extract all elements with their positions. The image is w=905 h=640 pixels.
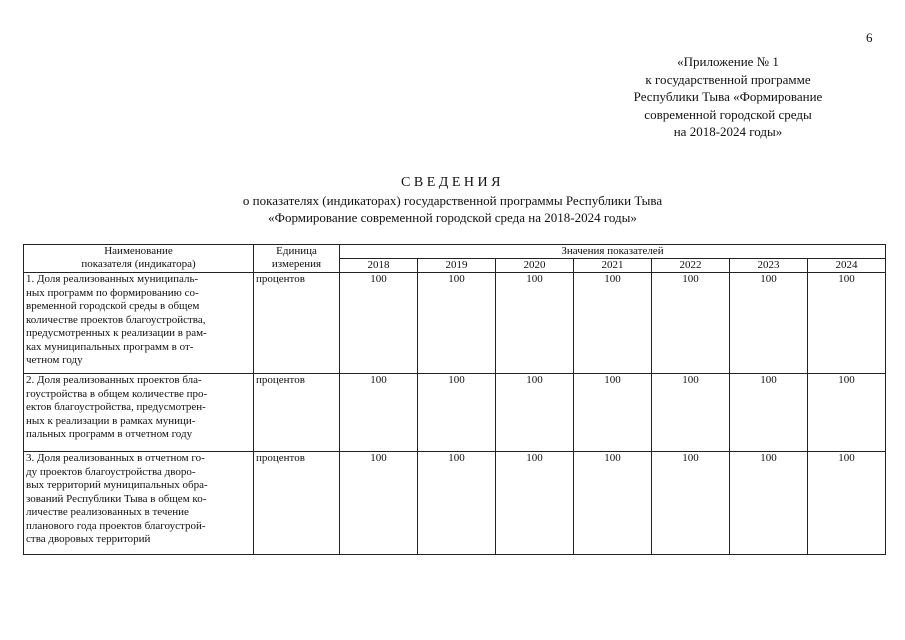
indicator-name-line: 1. Доля реализованных муниципаль- (26, 273, 199, 285)
header-indicator-name (24, 245, 254, 273)
indicator-name-line: ства дворовых территорий (26, 533, 151, 545)
indicator-name-line: временной городской среды в общем (26, 300, 200, 312)
indicator-name-line: пальных программ в отчетном году (26, 428, 193, 440)
value-cell: 100 (574, 374, 652, 452)
document-subtitle-line-2: «Формирование современной городской среда на 2018-2024 годы» (268, 210, 637, 225)
header-unit (254, 245, 340, 273)
value-cell: 100 (418, 374, 496, 452)
indicator-name-line: ных программ по формированию со- (26, 286, 199, 299)
value-cell: 100 (418, 452, 496, 555)
value-cell: 100 (808, 374, 886, 452)
indicator-name-line: ных к реализации в рамках муници- (26, 414, 196, 427)
indicator-name-line: количестве проектов благоустройства, (26, 313, 206, 326)
table-row (24, 452, 886, 555)
header-text: показателя (индикатора) (81, 258, 196, 270)
header-text: Наименование (104, 245, 173, 257)
document-title: СВЕДЕНИЯ (401, 175, 504, 190)
unit-cell: процентов (254, 452, 340, 555)
header-text: измерения (271, 258, 322, 270)
value-cell: 100 (418, 273, 496, 374)
value-cell: 100 (652, 374, 730, 452)
value-cell: 100 (808, 452, 886, 555)
indicator-name-line: ду проектов благоустройства дворо- (26, 465, 196, 478)
appendix-line: на 2018-2024 годы» (673, 124, 783, 139)
indicator-name-line: гоустройства в общем количестве про- (26, 387, 208, 400)
value-cell: 100 (496, 452, 574, 555)
value-cell: 100 (730, 374, 808, 452)
header-year: 2021 (574, 259, 652, 273)
unit-cell: процентов (254, 374, 340, 452)
appendix-line: «Приложение № 1 (677, 54, 779, 69)
indicator-name-line: 3. Доля реализованных в отчетном го- (26, 452, 205, 464)
indicator-name-line: планового года проектов благоустрой- (26, 519, 206, 532)
value-cell: 100 (574, 273, 652, 374)
value-cell: 100 (652, 273, 730, 374)
value-cell: 100 (340, 273, 418, 374)
value-cell: 100 (652, 452, 730, 555)
appendix-line: современной городской среды (644, 106, 812, 122)
value-cell: 100 (730, 273, 808, 374)
header-year: 2023 (730, 259, 808, 273)
unit-cell: процентов (254, 273, 340, 374)
indicator-name-line: личестве реализованных в течение (26, 506, 189, 518)
indicator-name-cell (24, 452, 254, 555)
indicator-name-line: вых территорий муниципальных обра- (26, 479, 208, 491)
header-year: 2022 (652, 259, 730, 273)
document-subtitle-line-1: о показателях (индикаторах) государственной программы Республики Тыва (242, 193, 663, 208)
appendix-block (560, 53, 896, 141)
value-cell: 100 (496, 273, 574, 374)
indicator-name-line: зований Республики Тыва в общем ко- (26, 492, 207, 505)
indicators-table (23, 244, 886, 555)
indicator-name-cell (24, 374, 254, 452)
appendix-line: к государственной программе (645, 71, 811, 87)
header-text: Единица (276, 245, 317, 257)
table-header-row (24, 245, 886, 259)
value-cell: 100 (730, 452, 808, 555)
value-cell: 100 (496, 374, 574, 452)
header-values: Значения показателей (340, 245, 886, 259)
header-year: 2018 (340, 259, 418, 273)
table-row (24, 374, 886, 452)
value-cell: 100 (340, 374, 418, 452)
header-year: 2019 (418, 259, 496, 273)
indicator-name-line: предусмотренных к реализации в рам- (26, 327, 207, 339)
table-row (24, 273, 886, 374)
indicator-name-line: ектов благоустройства, предусмотрен- (26, 401, 206, 413)
value-cell: 100 (808, 273, 886, 374)
indicator-name-line: 2. Доля реализованных проектов бла- (26, 374, 202, 386)
indicator-name-line: ках муниципальных программ в от- (26, 340, 194, 353)
indicator-name-line: четном году (26, 354, 83, 366)
indicator-name-cell (24, 273, 254, 374)
header-year: 2020 (496, 259, 574, 273)
value-cell: 100 (340, 452, 418, 555)
page-number: 6 (866, 30, 873, 45)
header-year: 2024 (808, 259, 886, 273)
appendix-line: Республики Тыва «Формирование (633, 89, 823, 104)
value-cell: 100 (574, 452, 652, 555)
